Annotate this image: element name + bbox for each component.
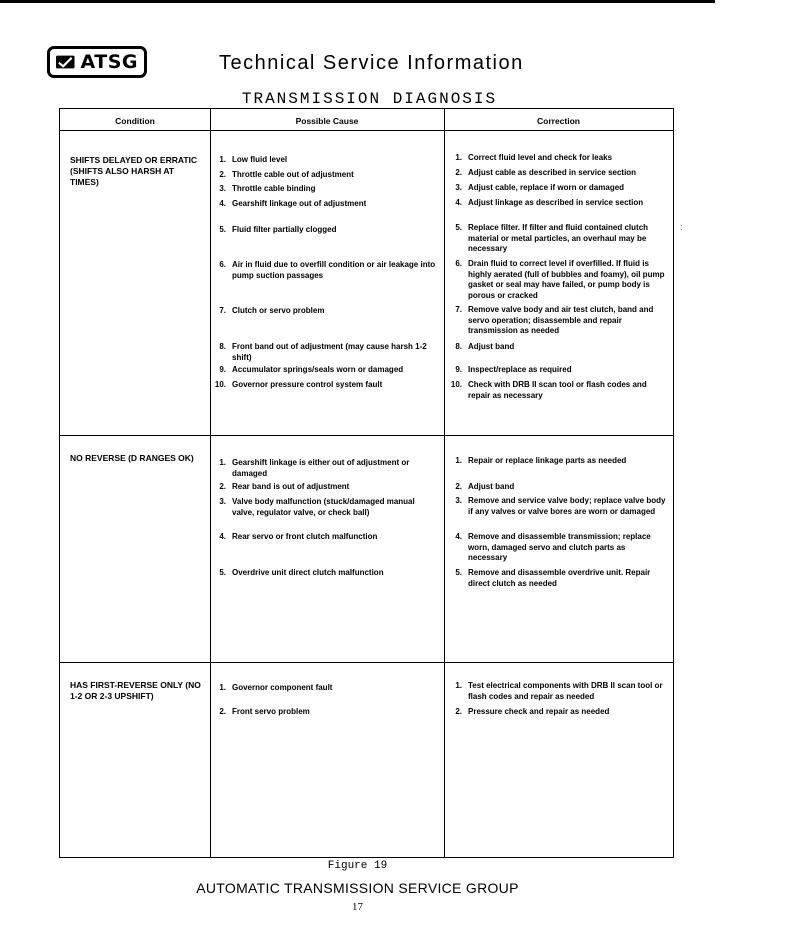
item-number: 3. bbox=[219, 497, 226, 506]
column-header-condition: Condition bbox=[115, 116, 155, 126]
item-number: 2. bbox=[219, 170, 226, 179]
item-number: 9. bbox=[219, 365, 226, 374]
item-text: Test electrical components with DRB II scan tool or flash codes and repair as needed bbox=[468, 681, 663, 701]
item-number: 8. bbox=[455, 342, 462, 351]
column-header-correction: Correction bbox=[537, 116, 580, 126]
item-text: Valve body malfunction (stuck/damaged manual valve, regulator valve, or check ball) bbox=[232, 497, 415, 517]
page-number: 17 bbox=[352, 901, 363, 913]
item-number: 3. bbox=[455, 496, 462, 505]
item-number: 6. bbox=[219, 260, 226, 269]
item-number: 4. bbox=[219, 199, 226, 208]
page-header-title: Technical Service Information bbox=[219, 52, 524, 74]
item-number: 1. bbox=[219, 683, 226, 692]
item-text: Remove and service valve body; replace valve body if any valves or valve bores are worn or damaged bbox=[468, 496, 666, 516]
item-text: Clutch or servo problem bbox=[232, 306, 325, 315]
item-number: 9. bbox=[455, 365, 462, 374]
footer-text: AUTOMATIC TRANSMISSION SERVICE GROUP bbox=[196, 880, 519, 896]
item-text: Pressure check and repair as needed bbox=[468, 707, 610, 716]
diagnosis-table bbox=[59, 108, 674, 858]
item-number: 4. bbox=[455, 198, 462, 207]
item-number: 2. bbox=[219, 482, 226, 491]
item-text: Correct fluid level and check for leaks bbox=[468, 153, 613, 162]
item-number: 1. bbox=[455, 456, 462, 465]
item-number: 7. bbox=[455, 305, 462, 314]
item-number: 5. bbox=[219, 568, 226, 577]
item-text: Governor component fault bbox=[232, 683, 333, 692]
item-text: Adjust cable, replace if worn or damaged bbox=[468, 183, 625, 192]
item-text: Gearshift linkage out of adjustment bbox=[232, 199, 367, 208]
item-text: Accumulator springs/seals worn or damaged bbox=[232, 365, 404, 374]
item-text: Low fluid level bbox=[232, 155, 288, 164]
item-number: 5. bbox=[219, 225, 226, 234]
item-number: 2. bbox=[455, 168, 462, 177]
item-text: Drain fluid to correct level if overfilled. If fluid is highly aerated (full of bubbles and foamy), oil pump gasket or seal may have failed, or pump body is porous or cracked bbox=[468, 259, 665, 300]
section-divider bbox=[60, 435, 673, 436]
column-header-possible-cause: Possible Cause bbox=[295, 116, 359, 126]
atsg-logo bbox=[47, 46, 147, 78]
item-text: Front band out of adjustment (may cause harsh 1-2 shift) bbox=[232, 342, 427, 362]
item-text: Check with DRB II scan tool or flash codes and repair as necessary bbox=[468, 380, 647, 400]
item-number: 1. bbox=[219, 155, 226, 164]
item-text: Adjust linkage as described in service section bbox=[468, 198, 644, 207]
condition-text: NO REVERSE (D RANGES OK) bbox=[70, 453, 194, 463]
item-text: Front servo problem bbox=[232, 707, 310, 716]
item-text: Adjust band bbox=[468, 482, 515, 491]
item-text: Adjust cable as described in service section bbox=[468, 168, 637, 177]
item-number: 4. bbox=[219, 532, 226, 541]
logo-text: ATSG bbox=[80, 51, 138, 73]
figure-caption: Figure 19 bbox=[327, 860, 388, 872]
item-number: 1. bbox=[455, 153, 462, 162]
section-divider bbox=[60, 662, 673, 663]
item-text: Repair or replace linkage parts as needed bbox=[468, 456, 627, 465]
item-text: Governor pressure control system fault bbox=[232, 380, 383, 389]
item-text: Rear band is out of adjustment bbox=[232, 482, 350, 491]
column-divider bbox=[210, 109, 211, 857]
top-rule bbox=[0, 0, 715, 3]
item-number: 1. bbox=[219, 458, 226, 467]
item-text: Throttle cable out of adjustment bbox=[232, 170, 354, 179]
margin-mark: : bbox=[680, 222, 683, 232]
condition-text: HAS FIRST-REVERSE ONLY (NO 1-2 OR 2-3 UPSHIFT) bbox=[70, 680, 201, 701]
item-number: 4. bbox=[455, 532, 462, 541]
item-number: 10. bbox=[214, 380, 226, 389]
item-text: Air in fluid due to overfill condition or air leakage into pump suction passages bbox=[232, 260, 436, 280]
item-number: 7. bbox=[219, 306, 226, 315]
item-number: 2. bbox=[455, 482, 462, 491]
item-text: Rear servo or front clutch malfunction bbox=[232, 532, 378, 541]
item-number: 2. bbox=[455, 707, 462, 716]
item-text: Adjust band bbox=[468, 342, 515, 351]
item-text: Overdrive unit direct clutch malfunction bbox=[232, 568, 384, 577]
item-number: 8. bbox=[219, 342, 226, 351]
condition-text: SHIFTS DELAYED OR ERRATIC (SHIFTS ALSO HARSH AT TIMES) bbox=[70, 155, 198, 187]
diagnosis-title: TRANSMISSION DIAGNOSIS bbox=[241, 90, 498, 108]
item-number: 5. bbox=[455, 223, 462, 232]
item-text: Throttle cable binding bbox=[232, 184, 316, 193]
header-divider bbox=[60, 130, 673, 131]
item-text: Gearshift linkage is either out of adjustment or damaged bbox=[232, 458, 410, 478]
item-text: Replace filter. If filter and fluid contained clutch material or metal particles, an overhaul may be necessary bbox=[468, 223, 649, 253]
item-number: 6. bbox=[455, 259, 462, 268]
column-divider bbox=[444, 109, 445, 857]
item-text: Remove and disassemble transmission; replace worn, damaged servo and clutch parts as necessary bbox=[468, 532, 651, 562]
item-number: 1. bbox=[455, 681, 462, 690]
item-number: 10. bbox=[450, 380, 462, 389]
item-number: 3. bbox=[455, 183, 462, 192]
item-text: Remove valve body and air test clutch, band and servo operation; disassemble and repair transmission as needed bbox=[468, 305, 654, 335]
item-number: 3. bbox=[219, 184, 226, 193]
item-text: Remove and disassemble overdrive unit. Repair direct clutch as needed bbox=[468, 568, 651, 588]
checkmark-icon bbox=[56, 53, 75, 71]
item-number: 5. bbox=[455, 568, 462, 577]
item-number: 2. bbox=[219, 707, 226, 716]
item-text: Fluid filter partially clogged bbox=[232, 225, 337, 234]
item-text: Inspect/replace as required bbox=[468, 365, 572, 374]
